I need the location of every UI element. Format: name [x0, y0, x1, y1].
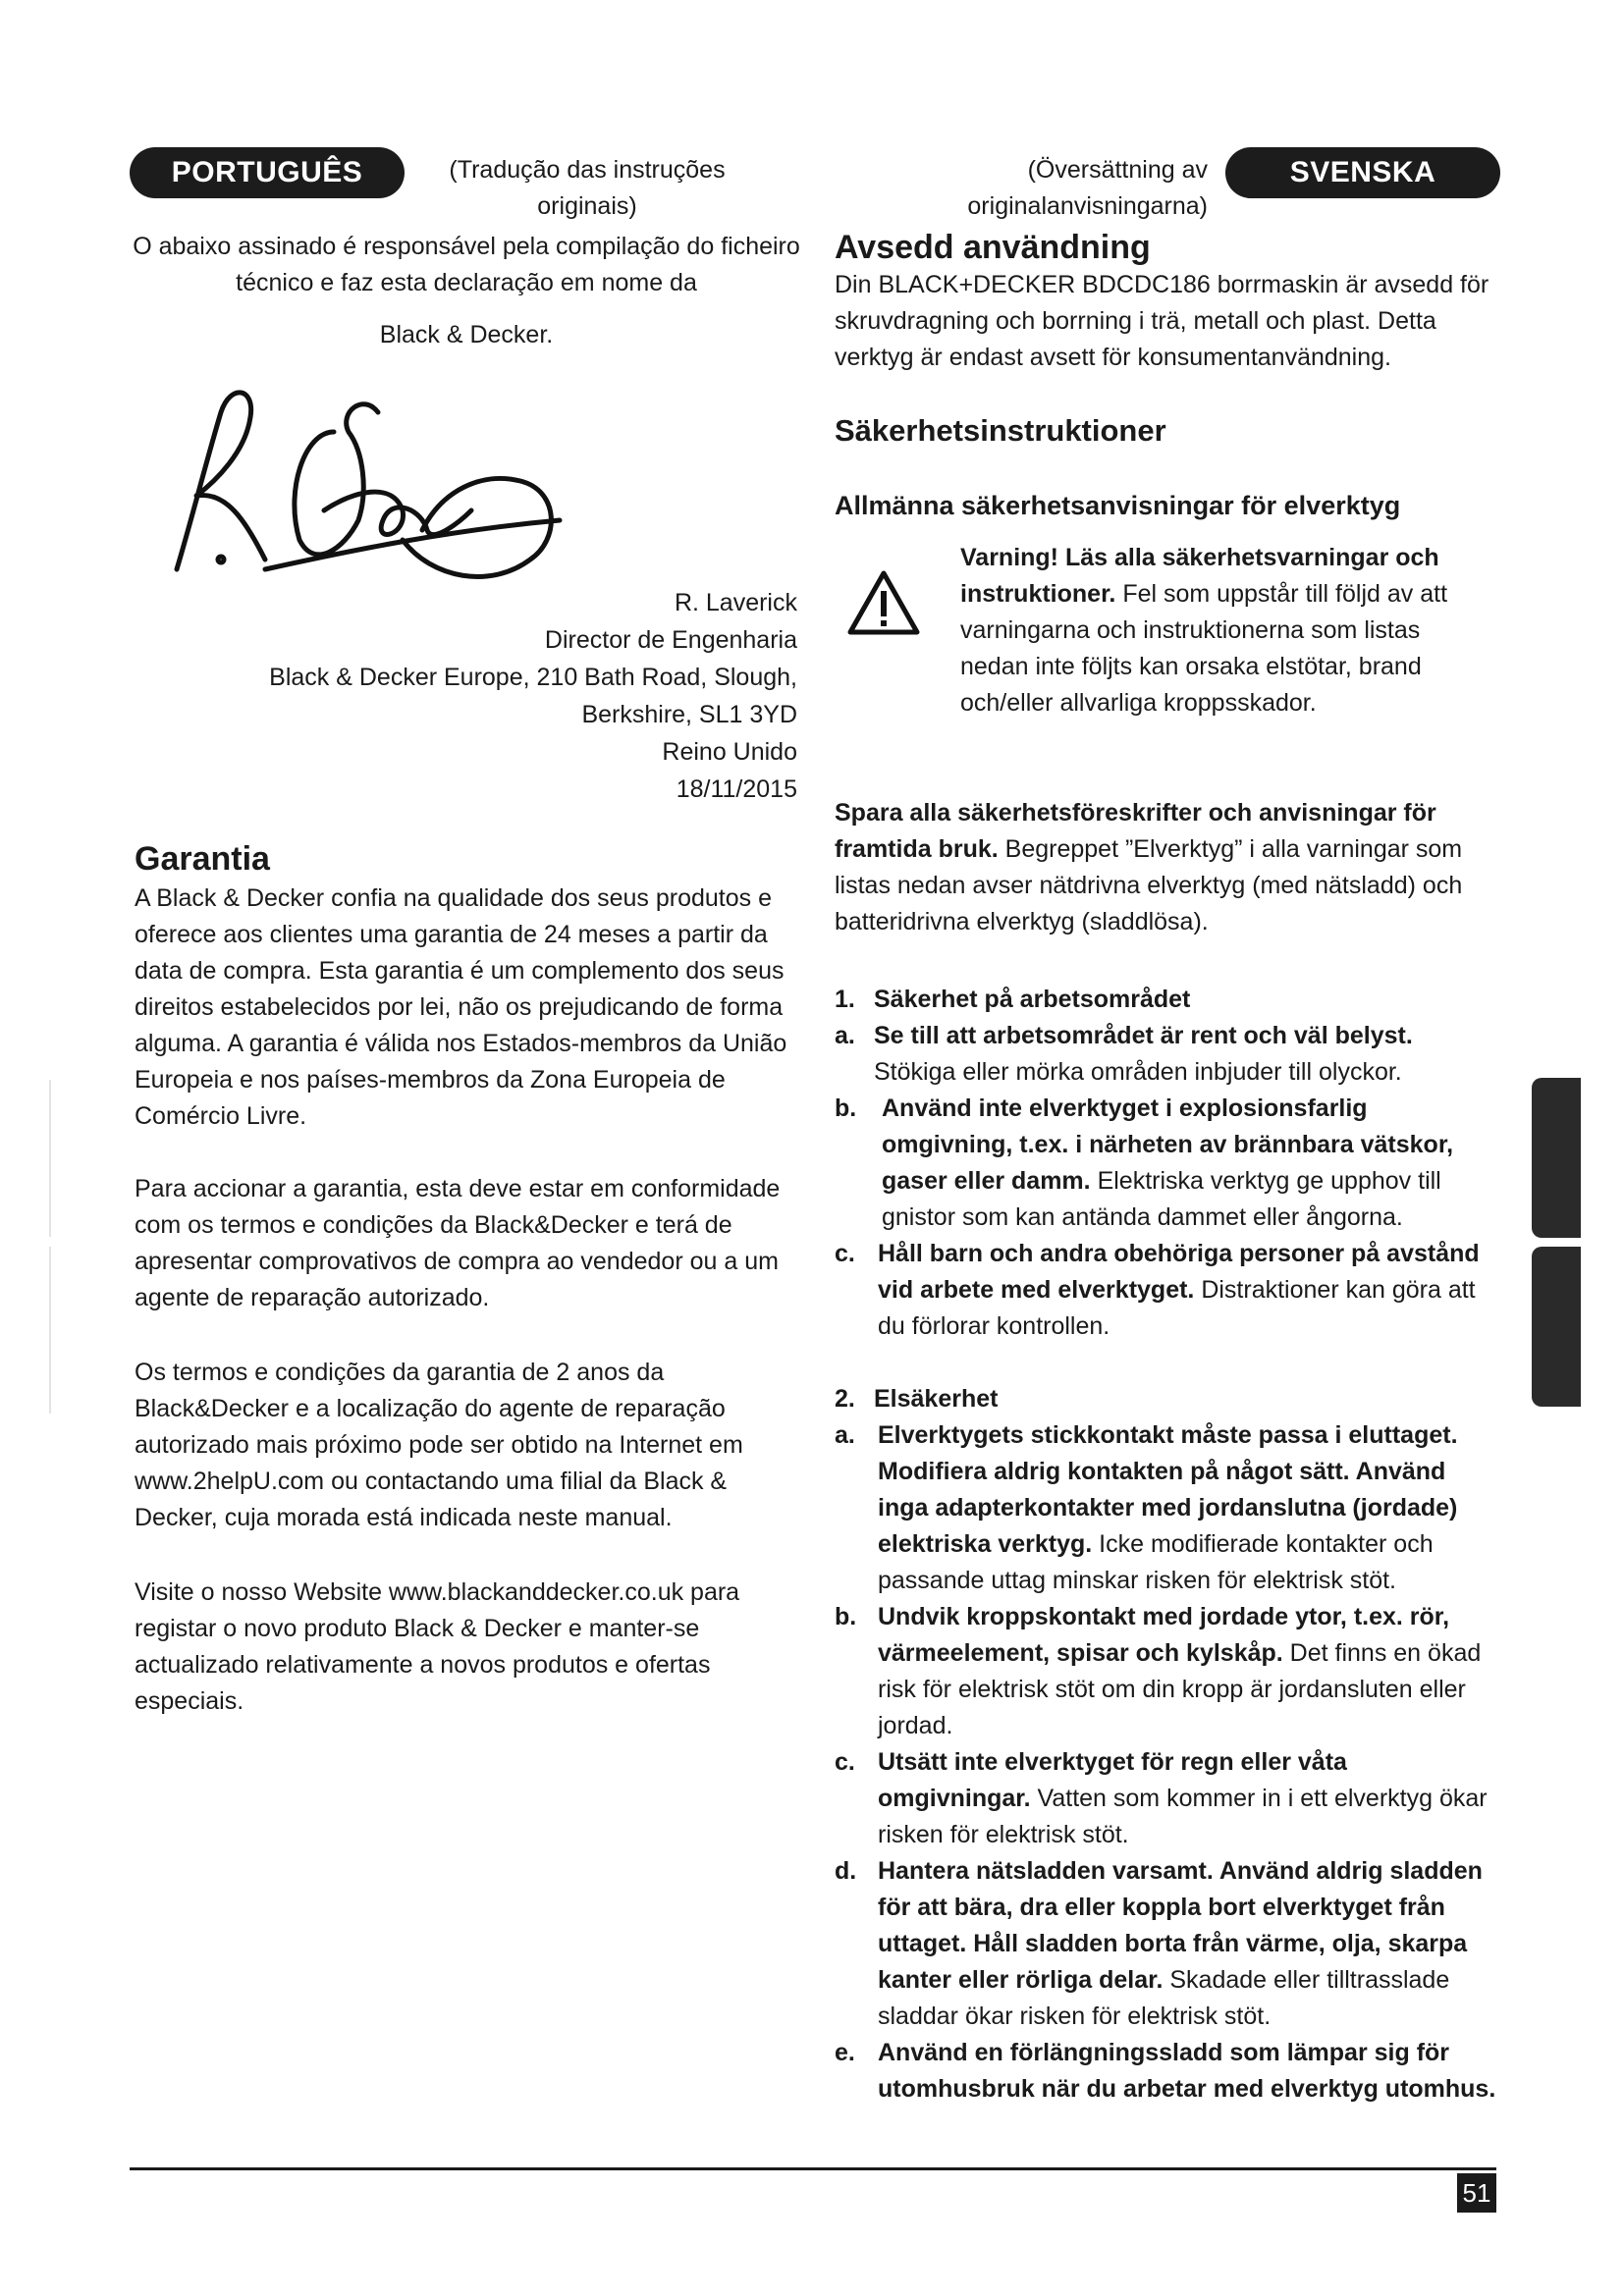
signatory-address-1: Black & Decker Europe, 210 Bath Road, Slough,: [269, 664, 797, 691]
list-item-bold: Använd inte elverktyget i explosionsfarlig omgivning, t.ex. i närheten av brännbara vätskor, gaser eller damm.: [882, 1095, 1454, 1195]
list-item-text: Skadade eller tilltrasslade sladdar ökar risken för elektrisk stöt.: [878, 1966, 1450, 2030]
safety-heading: Säkerhetsinstruktioner: [835, 413, 1166, 448]
list-item-bold: Använd en förlängningssladd som lämpar sig för utomhusbruk när du arbetar med elverktyg utomhus.: [878, 2039, 1496, 2103]
section-2-heading: [835, 1381, 1497, 1417]
warranty-paragraph-1: A Black & Decker confia na qualidade dos seus produtos e oferece aos clientes uma garantia de 24 meses a partir da data de compra. Esta garantia é um complemento dos seus direitos estabelecidos por lei, não os prejudicando de forma alguma. A garantia é válida nos Estados-membros da União Europeia e nos países-membros da Zona Europeia de Comércio Livre.: [135, 884, 787, 1130]
list-item: [835, 1853, 1497, 2035]
list-item: [835, 1744, 1497, 1853]
language-badge-svenska: [1225, 147, 1500, 198]
list-item-label: d.: [835, 1857, 857, 1885]
list-item: [835, 1018, 1497, 1091]
list-item: [835, 1236, 1497, 1345]
section-2-title: Elsäkerhet: [874, 1385, 999, 1413]
list-item-text: Stökiga eller mörka områden inbjuder till olyckor.: [874, 1058, 1402, 1086]
section-1-title: Säkerhet på arbetsområdet: [874, 986, 1191, 1013]
warranty-paragraph-2: Para accionar a garantia, esta deve estar em conformidade com os termos e condições da Black&Decker e terá de apresentar comprovativos de compra ao vendedor ou a um agente de reparação autorizado.: [135, 1175, 781, 1311]
list-item-bold: Utsätt inte elverktyget för regn eller våta omgivningar.: [878, 1748, 1347, 1812]
company-name: Black & Decker.: [379, 321, 554, 348]
general-safety-heading: Allmänna säkerhetsanvisningar för elverktyg: [835, 491, 1401, 520]
declaration-date: 18/11/2015: [676, 775, 797, 803]
intended-use-text: Din BLACK+DECKER BDCDC186 borrmaskin är avsedd för skruvdragning och borrning i trä, metall och plast. Detta verktyg är endast avsett för konsumentanvändning.: [835, 271, 1489, 371]
intended-use-heading: Avsedd användning: [835, 229, 1151, 266]
language-badge-label: PORTUGUÊS: [171, 156, 363, 188]
list-item: [835, 2035, 1497, 2108]
list-item-text: Distraktioner kan göra att du förlorar kontrollen.: [878, 1276, 1476, 1340]
translation-note: (Tradução das instruções originais): [449, 156, 726, 220]
signatory-name: R. Laverick: [674, 589, 797, 616]
warranty-paragraph-3: Os termos e condições da garantia de 2 anos da Black&Decker e a localização do agente de reparação autorizado mais próximo pode ser obtido na Internet em www.2helpU.com ou contactando uma filial da Black & Decker, cuja morada está indicada neste manual.: [135, 1359, 743, 1531]
page-number-box: [1457, 2173, 1496, 2213]
section-1-number: 1.: [835, 986, 855, 1013]
section-1-heading: [835, 982, 1497, 1018]
list-item-text: Det finns en ökad risk för elektrisk stöt om din kropp är jordansluten eller jordad.: [878, 1639, 1482, 1739]
list-item-bold: Undvik kroppskontakt med jordade ytor, t.ex. rör, värmeelement, spisar och kylskåp.: [878, 1603, 1450, 1667]
language-tab: [1532, 1247, 1581, 1407]
margin-mark-2: [49, 1247, 51, 1414]
warranty-paragraph-4: Visite o nosso Website www.blackanddecker.co.uk para registar o novo produto Black & Decker e manter-se actualizado relativamente a novos produtos e ofertas especiais.: [135, 1578, 740, 1715]
declaration-intro: O abaixo assinado é responsável pela compilação do ficheiro técnico e faz esta declaração em nome da: [133, 233, 800, 296]
footer-rule: [130, 2167, 1496, 2170]
save-instructions-paragraph: [835, 795, 1494, 940]
page-number: 51: [1462, 2177, 1491, 2208]
list-item-bold: Hantera nätsladden varsamt. Använd aldrig sladden för att bära, dra eller koppla bort elverktyget från uttaget. Håll sladden borta från värme, olja, skarpa kanter eller rörliga delar.: [878, 1857, 1483, 1994]
language-tab: [1532, 1078, 1581, 1238]
list-item-label: b.: [835, 1603, 857, 1630]
list-item-label: e.: [835, 2039, 855, 2066]
signatory-title: Director de Engenharia: [544, 626, 797, 654]
save-bold: Spara alla säkerhetsföreskrifter och anvisningar för framtida bruk.: [835, 799, 1436, 863]
language-badge-label: SVENSKA: [1289, 156, 1436, 188]
section-2-number: 2.: [835, 1385, 855, 1413]
warning-paragraph: [960, 540, 1471, 721]
warning-bold: Varning! Läs alla säkerhetsvarningar och instruktioner.: [960, 544, 1439, 608]
margin-mark-1: [49, 1080, 51, 1237]
list-item-bold: Se till att arbetsområdet är rent och väl belyst.: [874, 1022, 1413, 1049]
list-item: [835, 1417, 1497, 1599]
signature-image: [137, 373, 579, 618]
list-item-label: a.: [835, 1022, 855, 1049]
warning-triangle-icon: [846, 569, 921, 636]
warning-text: Fel som uppstår till följd av att varningarna och instruktionerna som listas nedan inte följts kan orsaka elstötar, brand och/eller allvarliga kroppsskador.: [960, 580, 1448, 717]
list-item-text: Icke modifierade kontakter och passande uttag minskar risken för elektrisk stöt.: [878, 1530, 1434, 1594]
list-item-label: c.: [835, 1240, 855, 1267]
list-item-label: a.: [835, 1421, 855, 1449]
list-item-bold: Håll barn och andra obehöriga personer på avstånd vid arbete med elverktyget.: [878, 1240, 1480, 1304]
translation-note-sv: (Översättning av originalanvisningarna): [967, 156, 1208, 220]
list-item-text: Vatten som kommer in i ett elverktyg ökar risken för elektrisk stöt.: [878, 1785, 1488, 1848]
language-badge-portugues: [130, 147, 405, 198]
list-item-label: b.: [835, 1095, 857, 1122]
list-item-text: Elektriska verktyg ge upphov till gnistor som kan antända dammet eller ångorna.: [882, 1167, 1441, 1231]
warranty-heading: Garantia: [135, 840, 270, 878]
signatory-address-2: Berkshire, SL1 3YD: [581, 701, 797, 728]
signatory-country: Reino Unido: [662, 738, 797, 766]
list-item: [835, 1091, 1497, 1236]
save-text: Begreppet ”Elverktyg” i alla varningar som listas nedan avser nätdrivna elverktyg (med nätsladd) och batteridrivna elverktyg (sladdlösa).: [835, 835, 1463, 935]
list-item-bold: Elverktygets stickkontakt måste passa i eluttaget. Modifiera aldrig kontakten på något sätt. Använd inga adapterkontakter med jordanslutna (jordade) elektriska verktyg.: [878, 1421, 1458, 1558]
list-item: [835, 1599, 1497, 1744]
list-item-label: c.: [835, 1748, 855, 1776]
